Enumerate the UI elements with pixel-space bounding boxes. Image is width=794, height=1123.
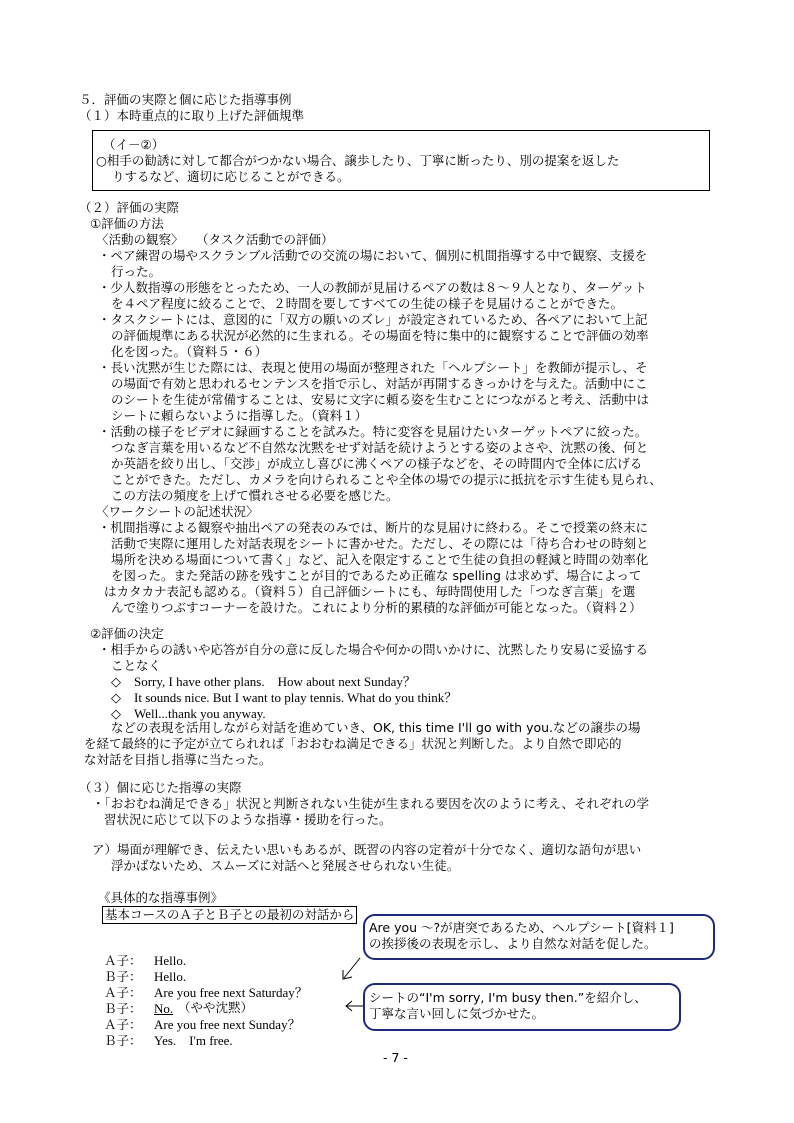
obs-line: の場面で有効と思われるセンテンスを指で示し、対話が再開するきっかけを与えた。活動中にこ (111, 376, 648, 391)
example-case-title: 《具体的な指導事例》 (98, 890, 224, 905)
section-heading: ５．評価の実際と個に応じた指導事例 (79, 92, 292, 107)
ws-line: んで塗りつぶすコーナーを設けた。これにより分析的累積的な評価が可能となった。（資料２） (111, 600, 642, 615)
obs-line: ・少人数指導の形態をとったため、一人の教師が見届けるペアの数は８～９人となり、ターゲット (98, 280, 647, 295)
rubric-code: （イ－②） (103, 137, 165, 152)
callout-2-line: 丁寧な言い回しに気づかせた。 (369, 1006, 545, 1021)
ws-line: はカタカナ表記も認める。（資料５）自己評価シートにも、毎時間使用した「つなぎ言葉」を選 (104, 584, 636, 599)
dialogue-text: Yes. I'm free. (154, 1033, 233, 1048)
obs-line: ・ペア練習の場やスクランブル活動での交流の場において、個別に机間指導する中で観察、支援を (98, 248, 648, 263)
obs-line: この方法の頻度を上げて慣れさせる必要を感じた。 (111, 488, 399, 503)
dialogue-speaker: Ａ子： (104, 1017, 142, 1032)
dialogue-speaker: Ｂ子： (104, 969, 142, 984)
obs-line: つなぎ言葉を用いるなど不自然な沈黙をせず対話を続けようとする姿のよさや、沈黙の後、何と (111, 440, 649, 455)
obs-line: ・タスクシートには、意図的に「双方の願いのズレ」が設定されているため、各ペアにおいて上記 (98, 312, 648, 327)
decision-after-line: を経て最終的に予定が立てられれば「おおむね満足できる」状況と判断した。より自然で即応的 (84, 736, 622, 751)
example-phrase: ◇ Sorry, I have other plans. How about next Sunday？ (111, 674, 416, 689)
dialogue-speaker: Ｂ子： (104, 1033, 142, 1048)
page-number: - 7 - (383, 1050, 408, 1065)
obs-line: ・長い沈黙が生じた際には、表現と使用の場面が整理された「ヘルプシート」を教師が提示し、そ (98, 360, 648, 375)
dialogue-text: Are you free next Sunday？ (154, 1017, 301, 1032)
obs-line: 行った。 (111, 264, 162, 279)
individual-line: 習状況に応じて以下のような指導・援助を行った。 (104, 812, 392, 827)
decision-line: ・相手からの誘いや応答が自分の意に反した場合や何かの問いかけに、沈黙したり安易に妥協する (98, 642, 649, 657)
callout-1-line: Are you ～?が唐突であるため、ヘルプシート[資料１] (369, 920, 674, 935)
obs-line: か英語を絞り出し、「交渉」が成立し喜びに沸くペアの様子などを、その時間内で全体に広げる (111, 456, 643, 471)
dialogue-speaker: Ａ子： (104, 985, 142, 1000)
case-line: ア）場面が理解でき、伝えたい思いもあるが、既習の内容の定着が十分でなく、適切な語句が思い (92, 842, 642, 857)
ws-line: を図った。また発話の跡を残すことが目的であるため正確な spelling は求めず、場合によって (111, 568, 642, 583)
dialogue-note: （やや沈黙） (178, 1000, 254, 1015)
decision-after-line: な対話を目指し指導に当たった。 (84, 752, 272, 767)
obs-line: シートに頼らないように指導した。（資料１） (111, 408, 368, 423)
obs-line: ・活動の様子をビデオに録画することを試みた。特に変容を見届けたいターゲットペアに絞った。 (98, 424, 648, 439)
dialogue-text: Are you free next Saturday？ (154, 985, 308, 1000)
individual-line: ・「おおむね満足できる」状況と判断されない生徒が生まれる要因を次のように考え、それぞれの学 (92, 796, 650, 811)
dialogue-speaker: Ａ子： (104, 953, 142, 968)
ws-line: 場所を決める場面について書く」など、記入を限定することで生徒の負担の軽減と時間の効率化 (111, 552, 649, 567)
decision-title: ②評価の決定 (90, 626, 164, 641)
obs-line: 化を図った。（資料５・６） (111, 344, 268, 359)
obs-line: ことができた。ただし、カメラを向けられることや全体の場での提示に抵抗を示す生徒も見られ、 (111, 472, 662, 487)
obs-line: を４ペア程度に絞ることで、２時間を要してすべての生徒の様子を見届けることができた。 (111, 296, 624, 311)
rubric-line-1: ○相手の勧誘に対して都合がつかない場合、譲歩したり、丁寧に断ったり、別の提案を返した (96, 153, 620, 168)
callout-2-line: シートの“I'm sorry, I'm busy then.”を紹介し、 (369, 990, 647, 1005)
obs-line: の評価規準にある状況が必然的に生まれる。その場面を特に集中的に観察することで評価の効率 (111, 328, 649, 343)
dialogue-text: Hello. (154, 969, 187, 984)
dialogue-label: 基本コースのＡ子とＢ子との最初の対話から (102, 906, 357, 924)
subsection-rubric-heading: （１）本時重点的に取り上げた評価規準 (79, 108, 305, 123)
method-title: ①評価の方法 (90, 216, 164, 231)
ws-line: ・机間指導による観察や抽出ペアの発表のみでは、断片的な見届けに終わる。そこで授業の終末に (98, 520, 649, 535)
example-phrase: ◇ It sounds nice. But I want to play tennis. What do you think？ (111, 690, 458, 705)
obs-line: のシートを生徒が常備することは、安易に文字に頼る姿を生むことにつながると考え、活動中は (111, 392, 650, 407)
observation-title: 〈活動の観察〉 （タスク活動での評価） (96, 232, 334, 247)
dialogue-text: Hello. (154, 953, 187, 968)
callout-1-line: の挨拶後の表現を示し、より自然な対話を促した。 (369, 936, 657, 951)
worksheet-title: 〈ワークシートの記述状況〉 (96, 504, 259, 519)
case-line: 浮かばないため、スムーズに対話へと発展させられない生徒。 (111, 858, 460, 873)
decision-line: ことなく (111, 658, 162, 673)
decision-after-line: などの表現を活用しながら対話を進めていき、OK, this time I'll go with you.などの譲歩の場 (111, 720, 641, 735)
subsection-individual-heading: （３）個に応じた指導の実際 (79, 780, 242, 795)
subsection-evaluation-heading: （２）評価の実際 (79, 200, 180, 215)
rubric-line-2: りするなど、適切に応じることができる。 (112, 169, 350, 184)
dialogue-text: No. (154, 1001, 174, 1016)
ws-line: 活動で実際に運用した対話表現をシートに書かせた。ただし、その際には「待ち合わせの時刻と (111, 536, 649, 551)
dialogue-speaker: Ｂ子： (104, 1001, 142, 1016)
example-phrase: ◇ Well...thank you anyway. (111, 706, 266, 721)
